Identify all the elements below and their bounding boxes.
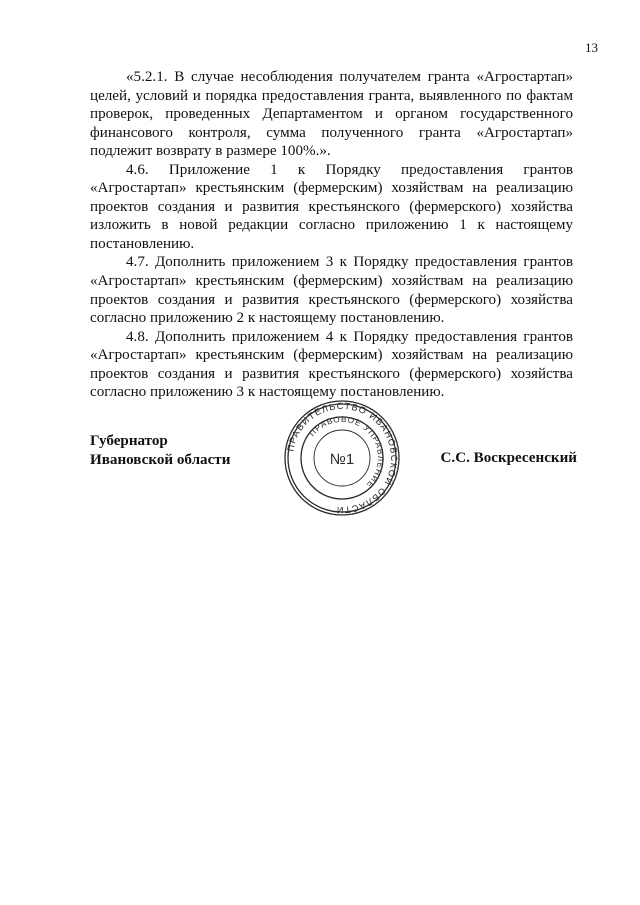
signatory-title — [90, 432, 230, 469]
seal-stamp-graphic — [284, 400, 400, 516]
paragraph-4-6: 4.6. Приложение 1 к Порядку предоставления грантов «Агростартап» крестьянским (фермерским) хозяйствам на реализацию проектов создания и развития крестьянского (фермерского) хозяйства изложить в новой редакции согласно приложению 1 к настоящему постановлению. — [90, 161, 573, 252]
seal-inner-text: ПРАВОВОЕ УПРАВЛЕНИЕ — [307, 414, 386, 491]
paragraph-5-2-1: «5.2.1. В случае несоблюдения получателем гранта «Агростартап» целей, условий и порядка предоставления гранта, выявленного по фактам проверок, проведенных Департаментом и органом государственного финансового контроля, сумма полученного гранта «Агростартап» подлежит возврату в размере 100%.». — [90, 69, 573, 160]
official-seal — [284, 400, 400, 516]
seal-outer-text: ПРАВИТЕЛЬСТВО ИВАНОВСКОЙ ОБЛАСТИ — [285, 400, 400, 516]
signatory-name: С.С. Воскресенский — [440, 450, 577, 466]
paragraph-4-7: 4.7. Дополнить приложением 3 к Порядку предоставления грантов «Агростартап» крестьянским (фермерским) хозяйствам на реализацию проектов создания и развития крестьянского (фермерского) хозяйства согласно приложению 2 к настоящему постановлению. — [90, 254, 573, 327]
page-number: 13 — [585, 40, 598, 55]
signatory-title-line2: Ивановской области — [90, 451, 231, 468]
paragraph-4-8: 4.8. Дополнить приложением 4 к Порядку предоставления грантов «Агростартап» крестьянским (фермерским) хозяйствам на реализацию проектов создания и развития крестьянского (фермерского) хозяйства согласно приложению 3 к настоящему постановлению. — [90, 328, 573, 401]
document-body — [90, 68, 573, 402]
signatory-title-line1: Губернатор — [90, 433, 168, 449]
seal-number: №1 — [329, 451, 355, 468]
